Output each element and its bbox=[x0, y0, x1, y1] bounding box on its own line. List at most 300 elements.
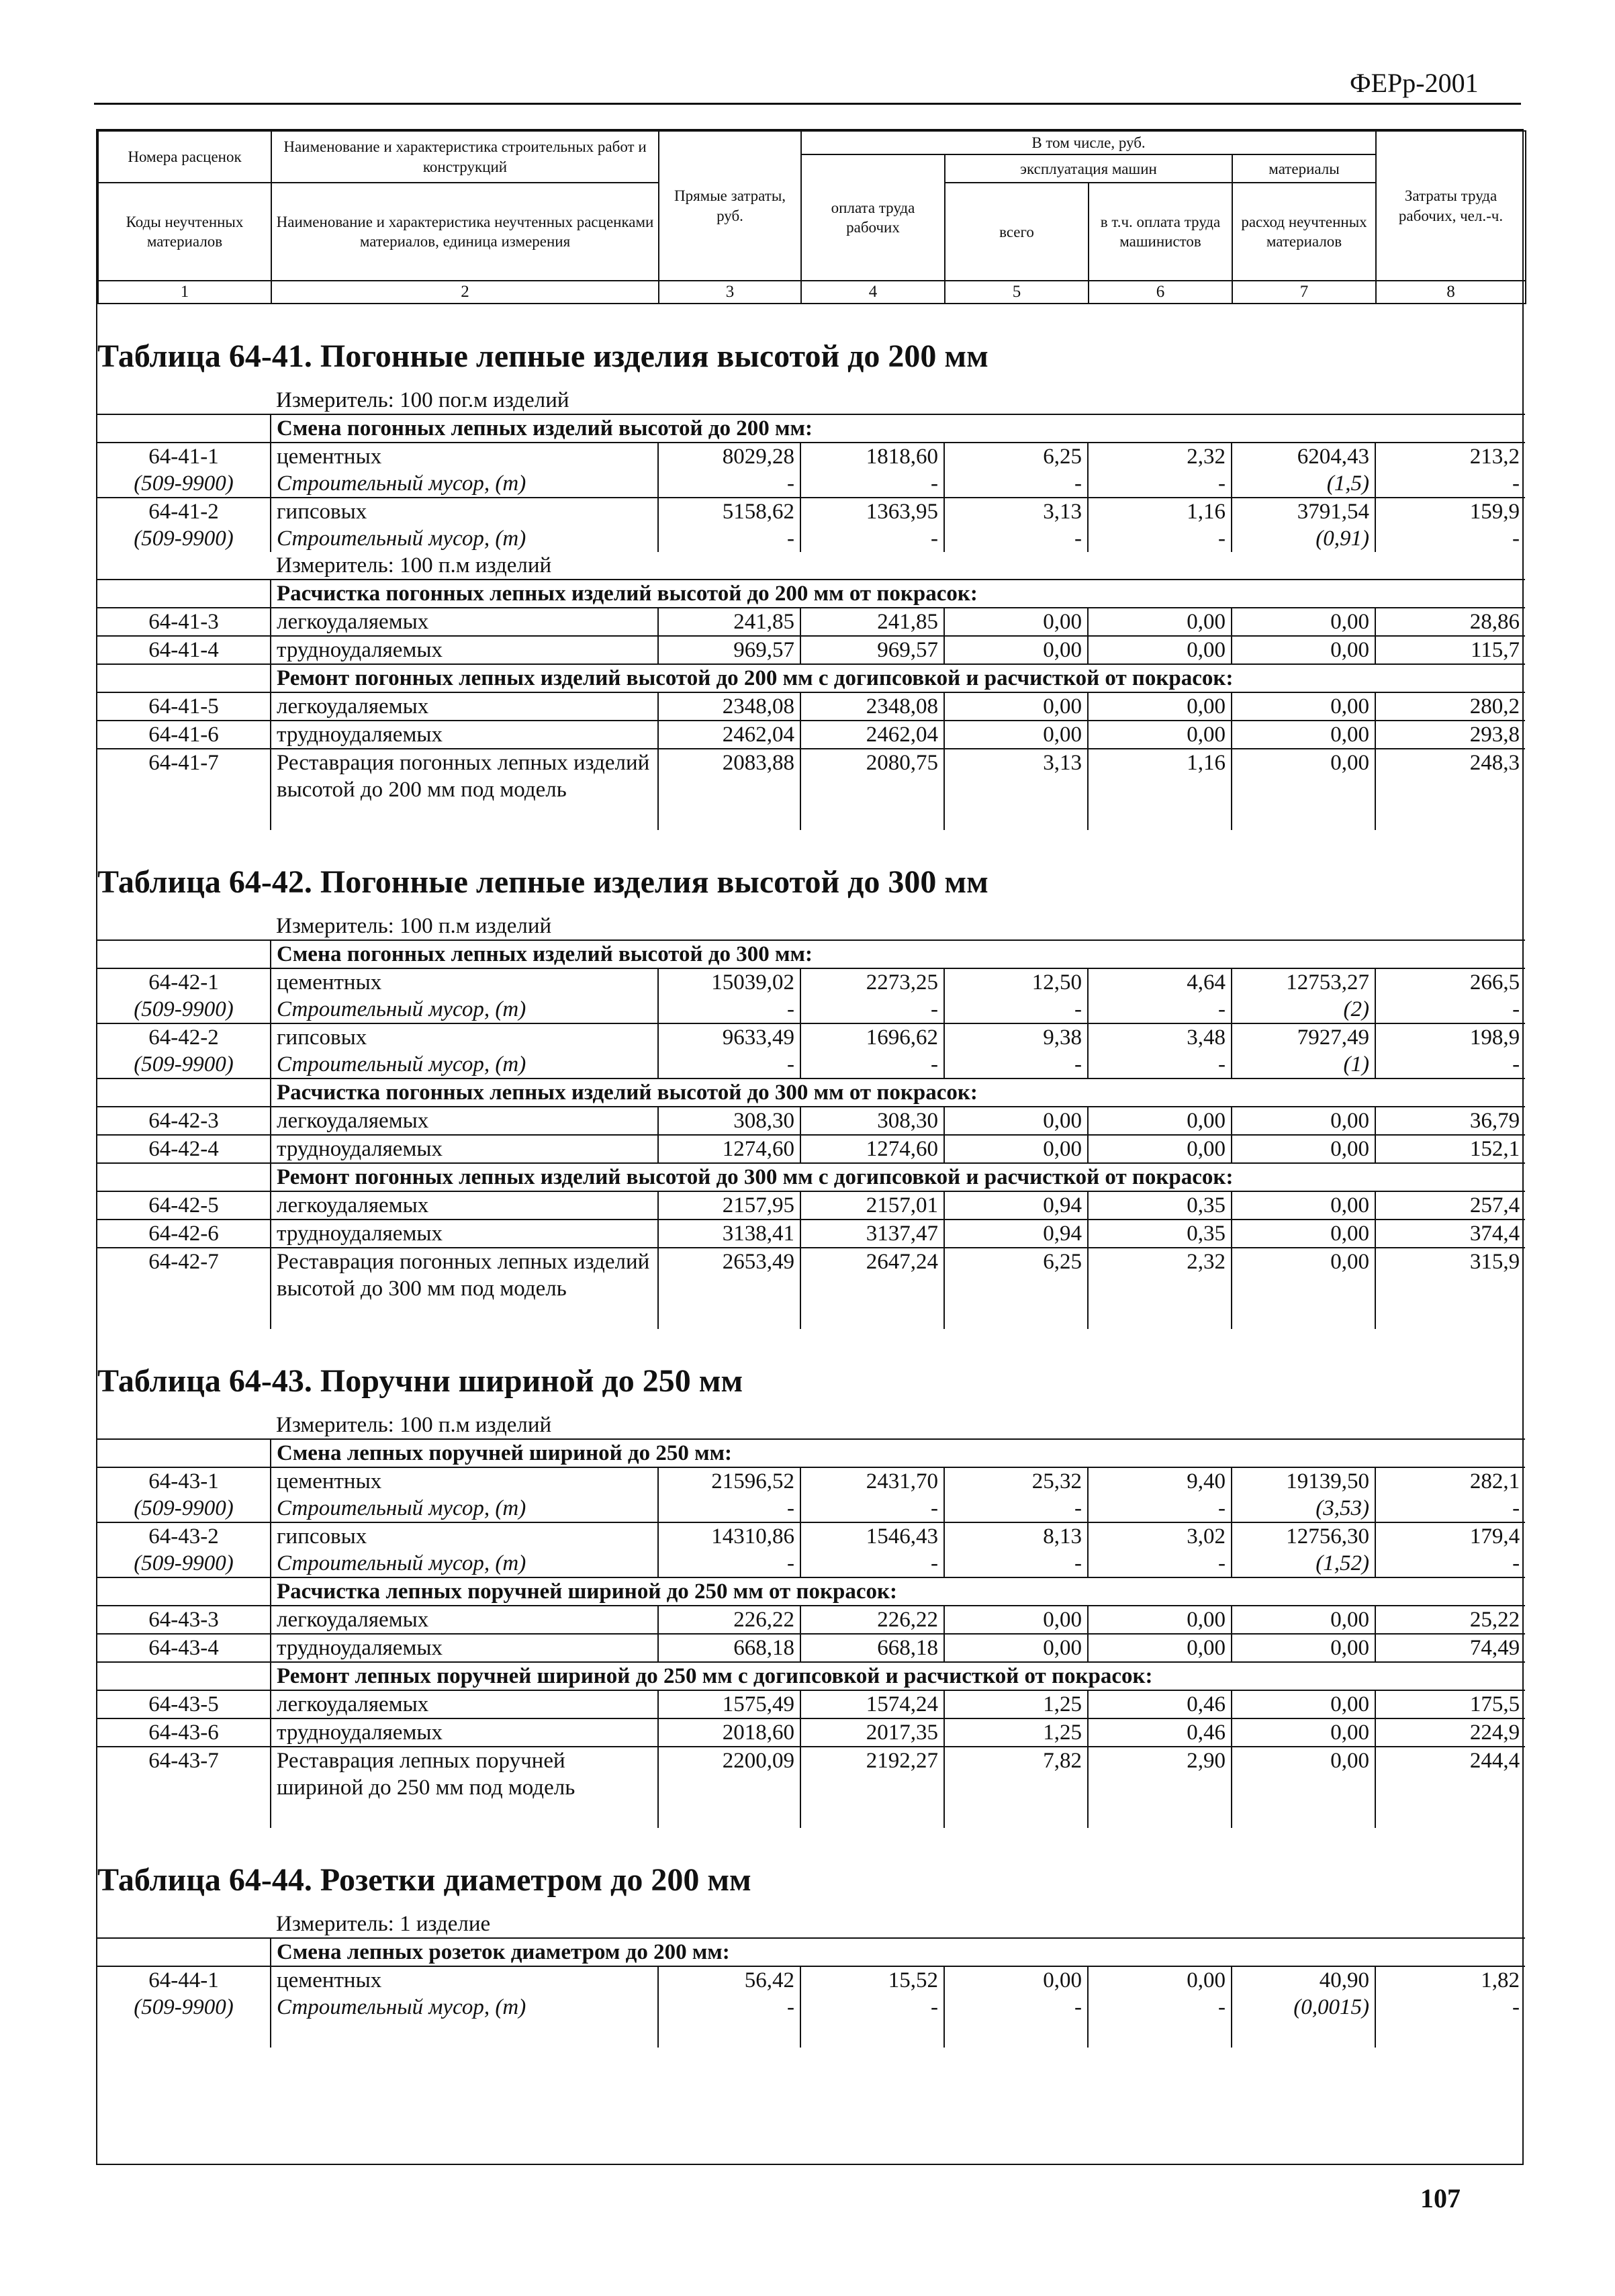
value-cell-col6: 3,02 bbox=[1088, 1522, 1232, 1550]
rate-name: легкоудаляемых bbox=[271, 692, 658, 721]
value-cell-col6: 0,00 bbox=[1088, 1606, 1232, 1634]
sections bbox=[97, 304, 1522, 2048]
col5-header: всего bbox=[945, 183, 1089, 281]
material-name: Строительный мусор, (т) bbox=[271, 1051, 658, 1078]
value-cell-col6: 0,35 bbox=[1088, 1191, 1232, 1220]
rate-code: 64-43-6 bbox=[97, 1718, 271, 1747]
rate-row bbox=[97, 1107, 1525, 1135]
rate-row bbox=[97, 1966, 1525, 1994]
group-heading: Смена лепных поручней шириной до 250 мм: bbox=[271, 1439, 1525, 1467]
value-cell-col6: 0,00 bbox=[1088, 692, 1232, 721]
value-cell-col5: 0,00 bbox=[944, 1966, 1088, 1994]
col-number: 1 bbox=[98, 281, 271, 304]
rate-row bbox=[97, 1135, 1525, 1163]
rate-row bbox=[97, 1220, 1525, 1248]
value-cell-col5: - bbox=[944, 1550, 1088, 1577]
value-cell-col5: 7,82 bbox=[944, 1747, 1088, 1801]
rate-name: легкоудаляемых bbox=[271, 1690, 658, 1718]
rate-name: трудноудаляемых bbox=[271, 1634, 658, 1662]
value-cell-col3: - bbox=[658, 1051, 800, 1078]
value-cell-col6: 2,32 bbox=[1088, 1248, 1232, 1302]
value-cell-col7: 0,00 bbox=[1232, 608, 1375, 636]
value-cell-col4: - bbox=[800, 1994, 944, 2021]
value-cell-col4: 241,85 bbox=[800, 608, 944, 636]
rate-row bbox=[97, 1606, 1525, 1634]
value-cell-col5: - bbox=[944, 1994, 1088, 2021]
value-cell-col6: - bbox=[1088, 1495, 1232, 1522]
rate-name: Реставрация погонных лепных изделий высотой до 300 мм под модель bbox=[271, 1248, 658, 1302]
value-cell-col5: 3,13 bbox=[944, 498, 1088, 525]
value-cell-col6: 9,40 bbox=[1088, 1467, 1232, 1495]
material-row bbox=[97, 470, 1525, 498]
value-cell-col7: 40,90 bbox=[1232, 1966, 1375, 1994]
value-cell-col3: 2653,49 bbox=[658, 1248, 800, 1302]
col-number: 5 bbox=[945, 281, 1089, 304]
value-cell-col8: 198,9 bbox=[1375, 1023, 1525, 1051]
value-cell-col7: 0,00 bbox=[1232, 692, 1375, 721]
value-cell-col7: (2) bbox=[1232, 996, 1375, 1023]
value-cell-col3: 241,85 bbox=[658, 608, 800, 636]
rate-code: 64-41-2 bbox=[97, 498, 271, 525]
value-cell-col5: 25,32 bbox=[944, 1467, 1088, 1495]
value-cell-col6: 0,46 bbox=[1088, 1690, 1232, 1718]
col8-header: Затраты труда рабочих, чел.-ч. bbox=[1376, 131, 1526, 281]
value-cell-col8: - bbox=[1375, 525, 1525, 552]
value-cell-col4: - bbox=[800, 525, 944, 552]
value-cell-col4: 2647,24 bbox=[800, 1248, 944, 1302]
value-cell-col6: 4,64 bbox=[1088, 968, 1232, 996]
col2-bottom-header: Наименование и характеристика неучтенных расценками материалов, единица измерения bbox=[271, 183, 659, 281]
value-cell-col7: (1,52) bbox=[1232, 1550, 1375, 1577]
value-cell-col3: - bbox=[658, 1495, 800, 1522]
col-number: 3 bbox=[659, 281, 801, 304]
col-number: 4 bbox=[801, 281, 945, 304]
value-cell-col4: 2462,04 bbox=[800, 721, 944, 749]
value-cell-col6: 1,16 bbox=[1088, 749, 1232, 803]
value-cell-col5: 1,25 bbox=[944, 1690, 1088, 1718]
value-cell-col6: 0,35 bbox=[1088, 1220, 1232, 1248]
value-cell-col8: 244,4 bbox=[1375, 1747, 1525, 1801]
value-cell-col4: 3137,47 bbox=[800, 1220, 944, 1248]
value-cell-col8: 282,1 bbox=[1375, 1467, 1525, 1495]
value-cell-col3: - bbox=[658, 470, 800, 498]
material-code: (509-9900) bbox=[134, 1995, 234, 2020]
rate-code: 64-42-2 bbox=[97, 1023, 271, 1051]
value-cell-col7: 0,00 bbox=[1232, 1718, 1375, 1747]
rate-name: Реставрация погонных лепных изделий высотой до 200 мм под модель bbox=[271, 749, 658, 803]
value-cell-col6: 3,48 bbox=[1088, 1023, 1232, 1051]
value-cell-col8: 266,5 bbox=[1375, 968, 1525, 996]
value-cell-col7: 0,00 bbox=[1232, 1135, 1375, 1163]
value-cell-col7: 0,00 bbox=[1232, 636, 1375, 664]
value-cell-col4: 15,52 bbox=[800, 1966, 944, 1994]
meter-label: Измеритель: 100 п.м изделий bbox=[276, 914, 552, 939]
value-cell-col8: 179,4 bbox=[1375, 1522, 1525, 1550]
rate-row bbox=[97, 721, 1525, 749]
value-cell-col8: - bbox=[1375, 996, 1525, 1023]
rate-name: цементных bbox=[271, 443, 658, 470]
material-code: (509-9900) bbox=[134, 471, 234, 496]
value-cell-col4: 668,18 bbox=[800, 1634, 944, 1662]
value-cell-col6: - bbox=[1088, 1550, 1232, 1577]
rate-code: 64-41-6 bbox=[97, 721, 271, 749]
rate-row bbox=[97, 692, 1525, 721]
material-name: Строительный мусор, (т) bbox=[271, 1994, 658, 2021]
rate-name: трудноудаляемых bbox=[271, 1135, 658, 1163]
value-cell-col3: - bbox=[658, 525, 800, 552]
value-cell-col7: 0,00 bbox=[1232, 1606, 1375, 1634]
col1-bottom-header: Коды неучтенных материалов bbox=[98, 183, 271, 281]
col1-top-header: Номера расценок bbox=[98, 131, 271, 183]
value-cell-col3: 668,18 bbox=[658, 1634, 800, 1662]
meter-label: Измеритель: 100 п.м изделий bbox=[276, 553, 552, 578]
value-cell-col7: 19139,50 bbox=[1232, 1467, 1375, 1495]
rate-row bbox=[97, 968, 1525, 996]
value-cell-col5: 0,00 bbox=[944, 692, 1088, 721]
value-cell-col5: - bbox=[944, 470, 1088, 498]
value-cell-col5: 0,00 bbox=[944, 1107, 1088, 1135]
group-heading: Расчистка погонных лепных изделий высотой до 200 мм от покрасок: bbox=[271, 580, 1525, 608]
value-cell-col3: 2083,88 bbox=[658, 749, 800, 803]
including-group-header: В том числе, руб. bbox=[801, 131, 1376, 154]
value-cell-col8: 374,4 bbox=[1375, 1220, 1525, 1248]
rate-row bbox=[97, 636, 1525, 664]
rate-code: 64-42-3 bbox=[97, 1107, 271, 1135]
value-cell-col4: 1363,95 bbox=[800, 498, 944, 525]
value-cell-col5: 6,25 bbox=[944, 443, 1088, 470]
value-cell-col7: 0,00 bbox=[1232, 1690, 1375, 1718]
value-cell-col7: 0,00 bbox=[1232, 1220, 1375, 1248]
value-cell-col3: 2348,08 bbox=[658, 692, 800, 721]
table-title: Таблица 64-41. Погонные лепные изделия высотой до 200 мм bbox=[97, 338, 988, 375]
value-cell-col7: (1,5) bbox=[1232, 470, 1375, 498]
rate-name: гипсовых bbox=[271, 498, 658, 525]
value-cell-col6: 2,90 bbox=[1088, 1747, 1232, 1801]
material-code: (509-9900) bbox=[134, 526, 234, 551]
value-cell-col8: 293,8 bbox=[1375, 721, 1525, 749]
rate-name: гипсовых bbox=[271, 1522, 658, 1550]
value-cell-col3: 226,22 bbox=[658, 1606, 800, 1634]
rate-code: 64-41-3 bbox=[97, 608, 271, 636]
group-heading: Ремонт погонных лепных изделий высотой до 300 мм с догипсовкой и расчисткой от покрасок: bbox=[271, 1163, 1525, 1191]
value-cell-col3: 308,30 bbox=[658, 1107, 800, 1135]
value-cell-col4: - bbox=[800, 470, 944, 498]
material-name: Строительный мусор, (т) bbox=[271, 1495, 658, 1522]
group-heading: Смена погонных лепных изделий высотой до 200 мм: bbox=[271, 414, 1525, 443]
value-cell-col4: 1574,24 bbox=[800, 1690, 944, 1718]
value-cell-col8: - bbox=[1375, 470, 1525, 498]
value-cell-col3: 15039,02 bbox=[658, 968, 800, 996]
value-cell-col6: 0,00 bbox=[1088, 636, 1232, 664]
rate-row bbox=[97, 498, 1525, 525]
rate-row bbox=[97, 1248, 1525, 1302]
rate-row bbox=[97, 749, 1525, 803]
value-cell-col3: 2157,95 bbox=[658, 1191, 800, 1220]
value-cell-col5: 0,00 bbox=[944, 1634, 1088, 1662]
group-heading: Ремонт лепных поручней шириной до 250 мм с догипсовкой и расчисткой от покрасок: bbox=[271, 1662, 1525, 1690]
col3-header: Прямые затраты, руб. bbox=[659, 131, 801, 281]
rate-row bbox=[97, 443, 1525, 470]
value-cell-col5: 0,00 bbox=[944, 608, 1088, 636]
value-cell-col3: 21596,52 bbox=[658, 1467, 800, 1495]
rate-name: трудноудаляемых bbox=[271, 721, 658, 749]
rate-name: легкоудаляемых bbox=[271, 1606, 658, 1634]
price-section bbox=[97, 1412, 1525, 1828]
value-cell-col6: - bbox=[1088, 1051, 1232, 1078]
table-title: Таблица 64-44. Розетки диаметром до 200 мм bbox=[97, 1862, 751, 1898]
value-cell-col6: - bbox=[1088, 1994, 1232, 2021]
material-name: Строительный мусор, (т) bbox=[271, 470, 658, 498]
value-cell-col5: 0,94 bbox=[944, 1191, 1088, 1220]
rate-code: 64-42-4 bbox=[97, 1135, 271, 1163]
value-cell-col7: 0,00 bbox=[1232, 1191, 1375, 1220]
value-cell-col8: 1,82 bbox=[1375, 1966, 1525, 1994]
value-cell-col4: - bbox=[800, 1051, 944, 1078]
value-cell-col3: - bbox=[658, 1994, 800, 2021]
value-cell-col4: 2157,01 bbox=[800, 1191, 944, 1220]
group-heading: Ремонт погонных лепных изделий высотой до 200 мм с догипсовкой и расчисткой от покрасок: bbox=[271, 664, 1525, 692]
rate-row bbox=[97, 1747, 1525, 1801]
value-cell-col8: 224,9 bbox=[1375, 1718, 1525, 1747]
value-cell-col6: 0,00 bbox=[1088, 1634, 1232, 1662]
value-cell-col6: - bbox=[1088, 996, 1232, 1023]
material-name: Строительный мусор, (т) bbox=[271, 525, 658, 552]
rate-row bbox=[97, 1191, 1525, 1220]
table-title: Таблица 64-43. Поручни шириной до 250 мм bbox=[97, 1363, 743, 1399]
rate-code: 64-41-1 bbox=[97, 443, 271, 470]
rate-code: 64-42-5 bbox=[97, 1191, 271, 1220]
rate-code: 64-42-1 bbox=[97, 968, 271, 996]
value-cell-col6: 0,00 bbox=[1088, 1135, 1232, 1163]
value-cell-col3: 5158,62 bbox=[658, 498, 800, 525]
material-name: Строительный мусор, (т) bbox=[271, 1550, 658, 1577]
value-cell-col6: 1,16 bbox=[1088, 498, 1232, 525]
rate-code: 64-43-7 bbox=[97, 1747, 271, 1801]
meter-label: Измеритель: 100 пог.м изделий bbox=[276, 388, 569, 413]
value-cell-col4: 2080,75 bbox=[800, 749, 944, 803]
value-cell-col7: (3,53) bbox=[1232, 1495, 1375, 1522]
rate-row bbox=[97, 1522, 1525, 1550]
value-cell-col8: 257,4 bbox=[1375, 1191, 1525, 1220]
col2-top-header: Наименование и характеристика строительных работ и конструкций bbox=[271, 131, 659, 183]
material-code: (509-9900) bbox=[134, 1496, 234, 1521]
rate-row bbox=[97, 1690, 1525, 1718]
value-cell-col7: 0,00 bbox=[1232, 1107, 1375, 1135]
value-cell-col5: 6,25 bbox=[944, 1248, 1088, 1302]
value-cell-col7: (1) bbox=[1232, 1051, 1375, 1078]
price-table-frame bbox=[96, 129, 1524, 2165]
value-cell-col3: - bbox=[658, 996, 800, 1023]
rate-name: трудноудаляемых bbox=[271, 636, 658, 664]
rate-row bbox=[97, 1023, 1525, 1051]
value-cell-col4: 1274,60 bbox=[800, 1135, 944, 1163]
rate-name: легкоудаляемых bbox=[271, 1191, 658, 1220]
value-cell-col3: 969,57 bbox=[658, 636, 800, 664]
value-cell-col7: 0,00 bbox=[1232, 721, 1375, 749]
group-heading: Расчистка погонных лепных изделий высотой до 300 мм от покрасок: bbox=[271, 1078, 1525, 1107]
value-cell-col6: 0,46 bbox=[1088, 1718, 1232, 1747]
rate-code: 64-44-1 bbox=[97, 1966, 271, 1994]
material-row bbox=[97, 1994, 1525, 2021]
value-cell-col7: 7927,49 bbox=[1232, 1023, 1375, 1051]
group-heading: Смена погонных лепных изделий высотой до 300 мм: bbox=[271, 940, 1525, 968]
value-cell-col8: - bbox=[1375, 1550, 1525, 1577]
value-cell-col8: - bbox=[1375, 1495, 1525, 1522]
value-cell-col4: - bbox=[800, 1550, 944, 1577]
rate-code: 64-42-7 bbox=[97, 1248, 271, 1302]
value-cell-col5: 8,13 bbox=[944, 1522, 1088, 1550]
value-cell-col8: - bbox=[1375, 1994, 1525, 2021]
material-row bbox=[97, 525, 1525, 552]
value-cell-col8: 213,2 bbox=[1375, 443, 1525, 470]
value-cell-col8: 315,9 bbox=[1375, 1248, 1525, 1302]
value-cell-col5: 0,00 bbox=[944, 1606, 1088, 1634]
value-cell-col3: 3138,41 bbox=[658, 1220, 800, 1248]
col-number: 8 bbox=[1376, 281, 1526, 304]
value-cell-col4: 2192,27 bbox=[800, 1747, 944, 1801]
value-cell-col7: 0,00 bbox=[1232, 1248, 1375, 1302]
value-cell-col4: 2348,08 bbox=[800, 692, 944, 721]
column-header bbox=[97, 130, 1526, 304]
value-cell-col8: 159,9 bbox=[1375, 498, 1525, 525]
header-rule bbox=[94, 103, 1521, 105]
rate-code: 64-43-5 bbox=[97, 1690, 271, 1718]
value-cell-col4: 1696,62 bbox=[800, 1023, 944, 1051]
rate-row bbox=[97, 1718, 1525, 1747]
rate-code: 64-41-7 bbox=[97, 749, 271, 803]
value-cell-col5: 1,25 bbox=[944, 1718, 1088, 1747]
value-cell-col3: 14310,86 bbox=[658, 1522, 800, 1550]
value-cell-col5: 0,00 bbox=[944, 1135, 1088, 1163]
value-cell-col8: 175,5 bbox=[1375, 1690, 1525, 1718]
value-cell-col4: 969,57 bbox=[800, 636, 944, 664]
rate-name: цементных bbox=[271, 1467, 658, 1495]
value-cell-col6: 0,00 bbox=[1088, 608, 1232, 636]
value-cell-col4: 2273,25 bbox=[800, 968, 944, 996]
value-cell-col5: 0,94 bbox=[944, 1220, 1088, 1248]
rate-code: 64-43-3 bbox=[97, 1606, 271, 1634]
price-section bbox=[97, 387, 1525, 830]
value-cell-col4: 1818,60 bbox=[800, 443, 944, 470]
value-cell-col4: 308,30 bbox=[800, 1107, 944, 1135]
material-code: (509-9900) bbox=[134, 997, 234, 1022]
value-cell-col7: 12756,30 bbox=[1232, 1522, 1375, 1550]
col-number: 7 bbox=[1232, 281, 1376, 304]
meter-label: Измеритель: 1 изделие bbox=[276, 1912, 491, 1937]
page-number: 107 bbox=[1420, 2183, 1461, 2213]
machines-group-header: эксплуатация машин bbox=[945, 154, 1232, 183]
value-cell-col3: 9633,49 bbox=[658, 1023, 800, 1051]
value-cell-col3: 56,42 bbox=[658, 1966, 800, 1994]
value-cell-col8: 36,79 bbox=[1375, 1107, 1525, 1135]
material-code: (509-9900) bbox=[134, 1052, 234, 1077]
price-section bbox=[97, 913, 1525, 1329]
value-cell-col7: 0,00 bbox=[1232, 1634, 1375, 1662]
group-heading: Смена лепных розеток диаметром до 200 мм: bbox=[271, 1938, 1525, 1966]
rate-row bbox=[97, 1634, 1525, 1662]
value-cell-col5: 0,00 bbox=[944, 636, 1088, 664]
rate-code: 64-41-4 bbox=[97, 636, 271, 664]
value-cell-col6: 0,00 bbox=[1088, 721, 1232, 749]
value-cell-col5: - bbox=[944, 996, 1088, 1023]
rate-code: 64-42-6 bbox=[97, 1220, 271, 1248]
price-section bbox=[97, 1911, 1525, 2048]
material-row bbox=[97, 1495, 1525, 1522]
value-cell-col8: 248,3 bbox=[1375, 749, 1525, 803]
rate-name: цементных bbox=[271, 1966, 658, 1994]
value-cell-col8: 74,49 bbox=[1375, 1634, 1525, 1662]
rate-name: легкоудаляемых bbox=[271, 1107, 658, 1135]
value-cell-col5: 0,00 bbox=[944, 721, 1088, 749]
value-cell-col8: 115,7 bbox=[1375, 636, 1525, 664]
table-title: Таблица 64-42. Погонные лепные изделия высотой до 300 мм bbox=[97, 864, 988, 901]
value-cell-col6: - bbox=[1088, 470, 1232, 498]
value-cell-col6: 0,00 bbox=[1088, 1107, 1232, 1135]
value-cell-col3: 8029,28 bbox=[658, 443, 800, 470]
page-header: ФЕРр-2001 bbox=[1350, 68, 1479, 98]
value-cell-col8: 152,1 bbox=[1375, 1135, 1525, 1163]
value-cell-col8: 280,2 bbox=[1375, 692, 1525, 721]
value-cell-col3: 2200,09 bbox=[658, 1747, 800, 1801]
rate-code: 64-43-2 bbox=[97, 1522, 271, 1550]
value-cell-col3: 1575,49 bbox=[658, 1690, 800, 1718]
meter-label: Измеритель: 100 п.м изделий bbox=[276, 1413, 552, 1438]
col6-header: в т.ч. оплата труда машинистов bbox=[1089, 183, 1232, 281]
value-cell-col5: 12,50 bbox=[944, 968, 1088, 996]
value-cell-col5: 3,13 bbox=[944, 749, 1088, 803]
value-cell-col4: 1546,43 bbox=[800, 1522, 944, 1550]
value-cell-col3: 2462,04 bbox=[658, 721, 800, 749]
col-number: 6 bbox=[1089, 281, 1232, 304]
rate-row bbox=[97, 1467, 1525, 1495]
value-cell-col4: 226,22 bbox=[800, 1606, 944, 1634]
material-row bbox=[97, 1051, 1525, 1078]
rate-name: легкоудаляемых bbox=[271, 608, 658, 636]
value-cell-col3: 1274,60 bbox=[658, 1135, 800, 1163]
value-cell-col5: - bbox=[944, 525, 1088, 552]
rate-row bbox=[97, 608, 1525, 636]
rate-name: Реставрация лепных поручней шириной до 250 мм под модель bbox=[271, 1747, 658, 1801]
rate-name: цементных bbox=[271, 968, 658, 996]
col-number: 2 bbox=[271, 281, 659, 304]
value-cell-col3: - bbox=[658, 1550, 800, 1577]
value-cell-col7: 6204,43 bbox=[1232, 443, 1375, 470]
value-cell-col8: - bbox=[1375, 1051, 1525, 1078]
material-code: (509-9900) bbox=[134, 1551, 234, 1576]
rate-code: 64-43-4 bbox=[97, 1634, 271, 1662]
value-cell-col6: 2,32 bbox=[1088, 443, 1232, 470]
value-cell-col7: 3791,54 bbox=[1232, 498, 1375, 525]
material-name: Строительный мусор, (т) bbox=[271, 996, 658, 1023]
value-cell-col8: 28,86 bbox=[1375, 608, 1525, 636]
value-cell-col6: 0,00 bbox=[1088, 1966, 1232, 1994]
material-row bbox=[97, 996, 1525, 1023]
value-cell-col4: 2431,70 bbox=[800, 1467, 944, 1495]
value-cell-col7: (0,0015) bbox=[1232, 1994, 1375, 2021]
col7-header: расход неучтенных материалов bbox=[1232, 183, 1376, 281]
value-cell-col4: - bbox=[800, 1495, 944, 1522]
value-cell-col6: - bbox=[1088, 525, 1232, 552]
value-cell-col8: 25,22 bbox=[1375, 1606, 1525, 1634]
value-cell-col7: 0,00 bbox=[1232, 1747, 1375, 1801]
col4-header: оплата труда рабочих bbox=[801, 154, 945, 281]
value-cell-col7: (0,91) bbox=[1232, 525, 1375, 552]
rate-code: 64-43-1 bbox=[97, 1467, 271, 1495]
rate-code: 64-41-5 bbox=[97, 692, 271, 721]
material-row bbox=[97, 1550, 1525, 1577]
group-heading: Расчистка лепных поручней шириной до 250 мм от покрасок: bbox=[271, 1577, 1525, 1606]
rate-name: трудноудаляемых bbox=[271, 1718, 658, 1747]
